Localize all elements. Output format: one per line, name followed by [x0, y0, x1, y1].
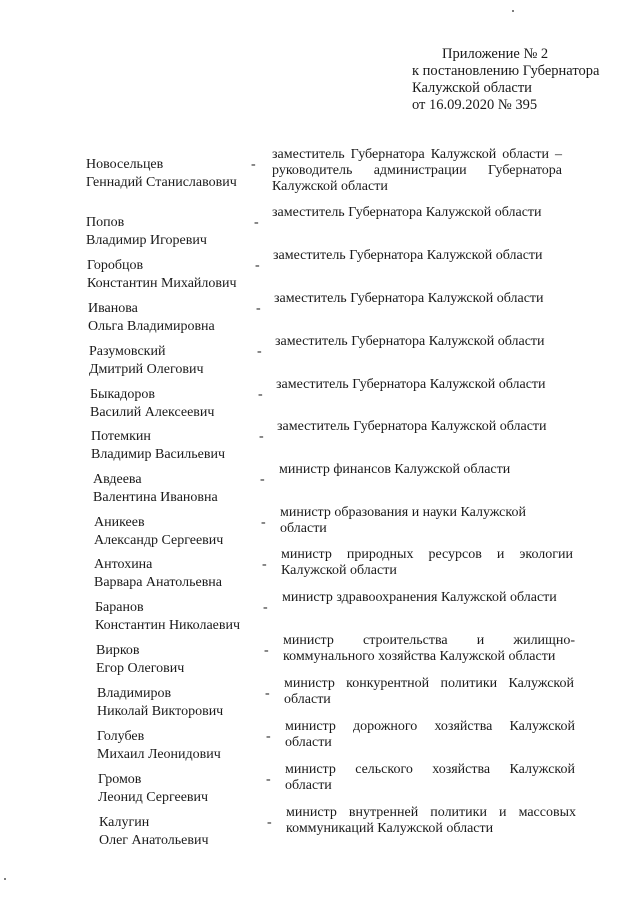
official-given-names: Геннадий Станиславович: [86, 175, 237, 190]
scan-speck: [4, 878, 6, 880]
separator-dash: -: [261, 515, 266, 530]
official-given-names: Михаил Леонидович: [97, 747, 221, 762]
official-name: [96, 643, 184, 677]
official-name: [91, 429, 225, 463]
official-given-names: Александр Сергеевич: [94, 533, 224, 548]
official-surname: Вирков: [96, 643, 140, 658]
official-name: [87, 258, 237, 292]
official-given-names: Константин Николаевич: [95, 618, 241, 633]
official-position: заместитель Губернатора Калужской области: [277, 419, 547, 434]
official-name: [89, 344, 204, 378]
official-name: [99, 815, 208, 849]
official-position: заместитель Губернатора Калужской области: [276, 377, 546, 392]
separator-dash: -: [257, 344, 262, 359]
official-name: [97, 729, 221, 763]
official-surname: Иванова: [88, 301, 138, 316]
official-position: министр финансов Калужской области: [279, 462, 511, 477]
official-given-names: Дмитрий Олегович: [89, 362, 204, 377]
official-position: министр строительства и жилищно-коммунального хозяйства Калужской области: [283, 633, 575, 664]
separator-dash: -: [267, 815, 272, 830]
appendix-number: Приложение № 2: [442, 46, 549, 62]
official-given-names: Варвара Анатольевна: [94, 575, 223, 590]
separator-dash: -: [260, 472, 265, 487]
resolution-reference: к постановлению Губернатора: [412, 63, 600, 79]
resolution-date-number: от 16.09.2020 № 395: [412, 97, 538, 113]
official-position: заместитель Губернатора Калужской области: [275, 334, 545, 349]
official-given-names: Леонид Сергеевич: [98, 790, 209, 805]
separator-dash: -: [255, 258, 260, 273]
official-given-names: Егор Олегович: [96, 661, 185, 676]
separator-dash: -: [259, 429, 264, 444]
official-surname: Баранов: [95, 600, 144, 615]
official-name: [97, 686, 223, 720]
separator-dash: -: [263, 600, 268, 615]
official-position: министр внутренней политики и массовых коммуникаций Калужской области: [286, 805, 576, 836]
separator-dash: -: [265, 686, 270, 701]
separator-dash: -: [262, 557, 267, 572]
official-surname: Владимиров: [97, 686, 172, 701]
official-surname: Авдеева: [93, 472, 142, 487]
official-surname: Потемкин: [91, 429, 151, 444]
separator-dash: -: [251, 157, 256, 172]
region-name: Калужской области: [412, 80, 532, 96]
separator-dash: -: [256, 301, 261, 316]
official-name: [88, 301, 215, 335]
official-given-names: Ольга Владимировна: [88, 319, 215, 334]
official-name: [93, 472, 218, 506]
official-given-names: Валентина Ивановна: [93, 490, 218, 505]
official-position: министр здравоохранения Калужской области: [282, 590, 557, 605]
official-surname: Антохина: [94, 557, 153, 572]
official-surname: Горобцов: [87, 258, 144, 273]
official-surname: Быкадоров: [90, 387, 155, 402]
official-position: заместитель Губернатора Калужской области: [273, 248, 543, 263]
separator-dash: -: [254, 215, 259, 230]
official-surname: Новосельцев: [86, 157, 164, 172]
official-given-names: Николай Викторович: [97, 704, 224, 719]
official-surname: Разумовский: [89, 344, 166, 359]
official-surname: Аникеев: [94, 515, 145, 530]
official-given-names: Василий Алексеевич: [90, 405, 215, 420]
official-given-names: Владимир Игоревич: [86, 233, 207, 248]
official-given-names: Олег Анатольевич: [99, 833, 209, 848]
official-name: [98, 772, 208, 806]
official-name: [94, 557, 222, 591]
separator-dash: -: [258, 387, 263, 402]
separator-dash: -: [264, 643, 269, 658]
official-name: [95, 600, 240, 634]
official-position: заместитель Губернатора Калужской области: [274, 291, 544, 306]
separator-dash: -: [266, 772, 271, 787]
official-position: министр сельского хозяйства Калужской области: [285, 762, 575, 793]
official-name: [86, 215, 207, 249]
official-surname: Голубев: [97, 729, 145, 744]
official-surname: Калугин: [99, 815, 150, 830]
official-surname: Попов: [86, 215, 125, 230]
official-surname: Громов: [98, 772, 142, 787]
official-position: заместитель Губернатора Калужской области: [272, 205, 542, 220]
separator-dash: -: [266, 729, 271, 744]
official-name: [90, 387, 214, 421]
official-position: министр природных ресурсов и экологии Калужской области: [281, 547, 573, 578]
official-position: министр конкурентной политики Калужской области: [284, 676, 574, 707]
official-name: [86, 157, 237, 191]
official-position: заместитель Губернатора Калужской области – руководитель администрации Губернатора Калужской области: [272, 147, 562, 194]
official-position: министр образования и науки Калужской области: [280, 505, 526, 536]
official-name: [94, 515, 223, 549]
official-given-names: Владимир Васильевич: [91, 447, 225, 462]
official-given-names: Константин Михайлович: [87, 276, 237, 291]
scan-speck: [512, 10, 514, 12]
official-position: министр дорожного хозяйства Калужской области: [285, 719, 575, 750]
